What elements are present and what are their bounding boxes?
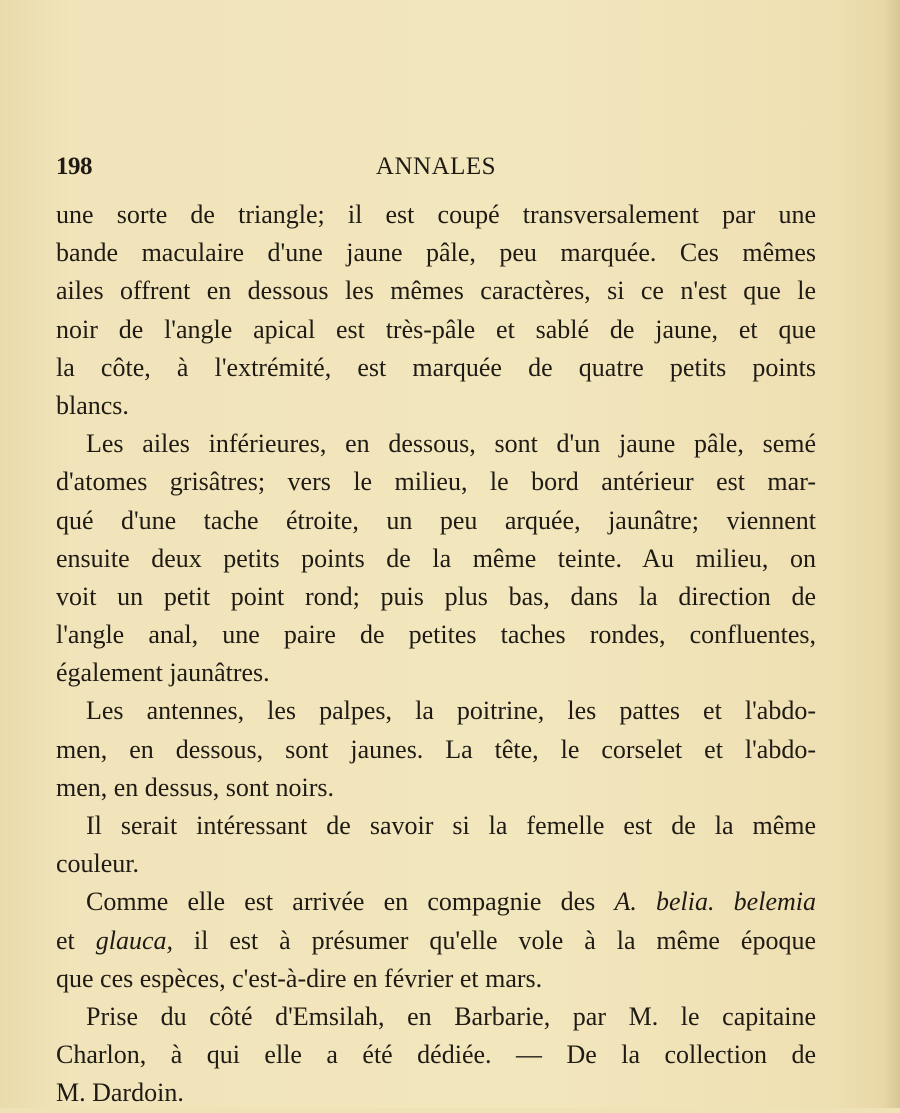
text-line: men, en dessus, sont noirs.: [56, 772, 335, 802]
page-header: [56, 150, 816, 184]
text-line: une sorte de triangle; il est coupé transversalement par une: [56, 200, 816, 229]
page-edge-shadow: [882, 0, 900, 1108]
text-line: l'angle anal, une paire de petites taches rondes, confluentes,: [56, 620, 816, 650]
text-line: la côte, à l'extrémité, est marquée de quatre petits points: [56, 352, 816, 382]
text-line: Les antennes, les palpes, la poitrine, les pattes et l'abdo-: [86, 696, 816, 726]
text-line: qué d'une tache étroite, un peu arquée, jaunâtre; viennent: [56, 505, 816, 535]
text-line: également jaunâtres.: [56, 658, 270, 688]
species-name-italic: glauca,: [95, 925, 173, 955]
text-line: ailes offrent en dessous les mêmes caractères, si ce n'est que le: [56, 276, 816, 306]
species-name-italic: A. belia. belemia: [614, 887, 816, 917]
text-line: couleur.: [56, 849, 140, 879]
text-line: d'atomes grisâtres; vers le milieu, le bord antérieur est mar-: [56, 467, 816, 497]
text-line: men, en dessous, sont jaunes. La tête, le corselet et l'abdo-: [56, 734, 816, 764]
running-head: ANNALES: [375, 153, 497, 180]
text-line: M. Dardoin.: [56, 1078, 184, 1108]
page-number: 198: [56, 153, 92, 180]
text-line-mixed: [56, 922, 816, 960]
text-segment: et: [56, 925, 96, 955]
text-segment: Comme elle est arrivée en compagnie des: [86, 887, 615, 917]
text-line: que ces espèces, c'est-à-dire en février et mars.: [56, 963, 543, 993]
text-line: blancs.: [56, 390, 129, 420]
text-segment: il est à présumer qu'elle vole à la même époque: [172, 925, 816, 955]
text-line: Les ailes inférieures, en dessous, sont d'un jaune pâle, semé: [86, 429, 816, 459]
body-text: [56, 196, 816, 1113]
text-line: noir de l'angle apical est très-pâle et sablé de jaune, et que: [56, 314, 816, 344]
text-line: voit un petit point rond; puis plus bas, dans la direction de: [56, 581, 816, 611]
text-line: Prise du côté d'Emsilah, en Barbarie, par M. le capitaine: [86, 1001, 816, 1031]
text-line: Charlon, à qui elle a été dédiée. — De la collection de: [56, 1040, 816, 1070]
text-line-mixed: [56, 883, 816, 921]
text-line: Il serait intéressant de savoir si la femelle est de la même: [86, 811, 816, 840]
text-line: ensuite deux petits points de la même teinte. Au milieu, on: [56, 543, 816, 573]
text-line: bande maculaire d'une jaune pâle, peu marquée. Ces mêmes: [56, 238, 816, 268]
